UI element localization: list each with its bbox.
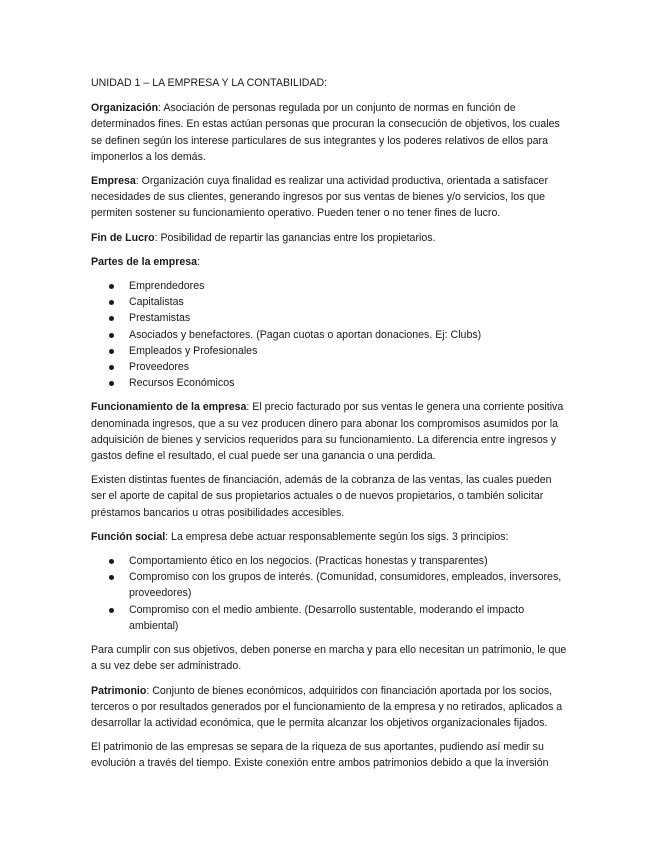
bullet-icon: [109, 608, 114, 613]
definition-organizacion: : Asociación de personas regulada por un conjunto de normas en función de determinados fines. En estas actúan personas que procuran la consecución de objetivos, los cuales se definen según los interese particulares de sus integrantes y los poderes relativos de ellos para imponerlos a los demás.: [91, 102, 560, 163]
list-item-text: Prestamistas: [129, 312, 191, 325]
paragraph-financiacion: Existen distintas fuentes de financiación, además de la cobranza de las ventas, las cuales pueden ser el aporte de capital de sus propietarios actuales o de nuevos propietarios, o también solicitar préstamos bancarios u otras posibilidades accesibles.: [91, 474, 552, 519]
paragraph-patrimonio-separa: El patrimonio de las empresas se separa de la riqueza de sus aportantes, pudiendo así medir su evolución a través del tiempo. Existe conexión entre ambos patrimonios debido a que la inversión: [91, 741, 549, 770]
list-item-text: Proveedores: [129, 361, 190, 374]
heading-partes-suffix: :: [197, 255, 200, 268]
definition-empresa: : Organización cuya finalidad es realizar una actividad productiva, orientada a satisfacer necesidades de sus clientes, generando ingresos por sus ventas de bienes y/o servicios, los que permiten sostener su funcionamiento operativo. Pueden tener o no tener fines de lucro.: [91, 175, 548, 220]
term-organizacion: Organización: [91, 102, 159, 115]
bullet-icon: [109, 300, 114, 305]
list-item: [91, 569, 569, 601]
list-item: [91, 343, 569, 359]
term-fin-lucro: Fin de Lucro: [91, 231, 155, 244]
bullet-icon: [109, 381, 114, 386]
paragraph-funcionamiento: [91, 399, 569, 464]
paragraph-fin-lucro: [91, 230, 569, 246]
definition-funcion-social: : La empresa debe actuar responsablemente según los sigs. 3 principios:: [165, 530, 509, 543]
bullet-icon: [109, 559, 114, 564]
definition-patrimonio: : Conjunto de bienes económicos, adquiridos con financiación aportada por los socios, terceros o por resultados generados por el funcionamiento de la empresa y no retirados, aplicados a desarrollar la actividad económica, que le permita alcanzar los objetivos organizacionales fijados.: [91, 684, 563, 729]
page-title: UNIDAD 1 – LA EMPRESA Y LA CONTABILIDAD:: [91, 77, 328, 89]
list-item-text: Capitalistas: [129, 296, 184, 309]
paragraph-patrimonio: [91, 683, 569, 732]
list-item: [91, 310, 569, 326]
list-item-text: Asociados y benefactores. (Pagan cuotas o aportan donaciones. Ej: Clubs): [129, 328, 482, 341]
list-item-text: Comportamiento ético en los negocios. (Practicas honestas y transparentes): [129, 555, 488, 568]
list-item: [91, 553, 569, 569]
term-funcion-social: Función social: [91, 530, 166, 543]
paragraph-organizacion: [91, 100, 569, 165]
bullet-icon: [109, 349, 114, 354]
list-item-text: Compromiso con los grupos de interés. (Comunidad, consumidores, empleados, inversores, proveedores): [129, 571, 562, 600]
term-empresa: Empresa: [91, 175, 136, 188]
term-partes: Partes de la empresa: [91, 255, 197, 268]
list-partes: [91, 278, 569, 391]
list-item-text: Compromiso con el medio ambiente. (Desarrollo sustentable, moderando el impacto ambiental): [129, 603, 525, 632]
list-item: [91, 375, 569, 391]
list-item: [91, 327, 569, 343]
list-principios: [91, 553, 569, 634]
list-item: [91, 602, 569, 634]
bullet-icon: [109, 365, 114, 370]
bullet-icon: [109, 284, 114, 289]
term-patrimonio: Patrimonio: [91, 684, 147, 697]
paragraph-empresa: [91, 173, 569, 222]
term-funcionamiento: Funcionamiento de la empresa: [91, 401, 247, 414]
list-item-text: Recursos Económicos: [129, 377, 235, 390]
list-item: [91, 278, 569, 294]
heading-partes: [91, 254, 569, 270]
list-item: [91, 359, 569, 375]
bullet-icon: [109, 333, 114, 338]
paragraph-funcion-social: [91, 529, 569, 545]
list-item: [91, 294, 569, 310]
paragraph-cumplir: Para cumplir con sus objetivos, deben ponerse en marcha y para ello necesitan un patrimonio, le que a su vez debe ser administrado.: [91, 644, 567, 673]
bullet-icon: [109, 575, 114, 580]
bullet-icon: [109, 316, 114, 321]
definition-fin-lucro: : Posibilidad de repartir las ganancias entre los propietarios.: [154, 231, 436, 244]
list-item-text: Emprendedores: [129, 280, 205, 293]
list-item-text: Empleados y Profesionales: [129, 344, 258, 357]
definition-funcionamiento: : El precio facturado por sus ventas le genera una corriente positiva denominada ingresos, que a su vez producen dinero para abonar los compromisos asumidos por la adquisición de bienes y servicios requeridos para su funcionamiento. La diferencia entre ingresos y gastos define el resultado, el cual puede ser una ganancia o una perdida.: [91, 401, 564, 463]
